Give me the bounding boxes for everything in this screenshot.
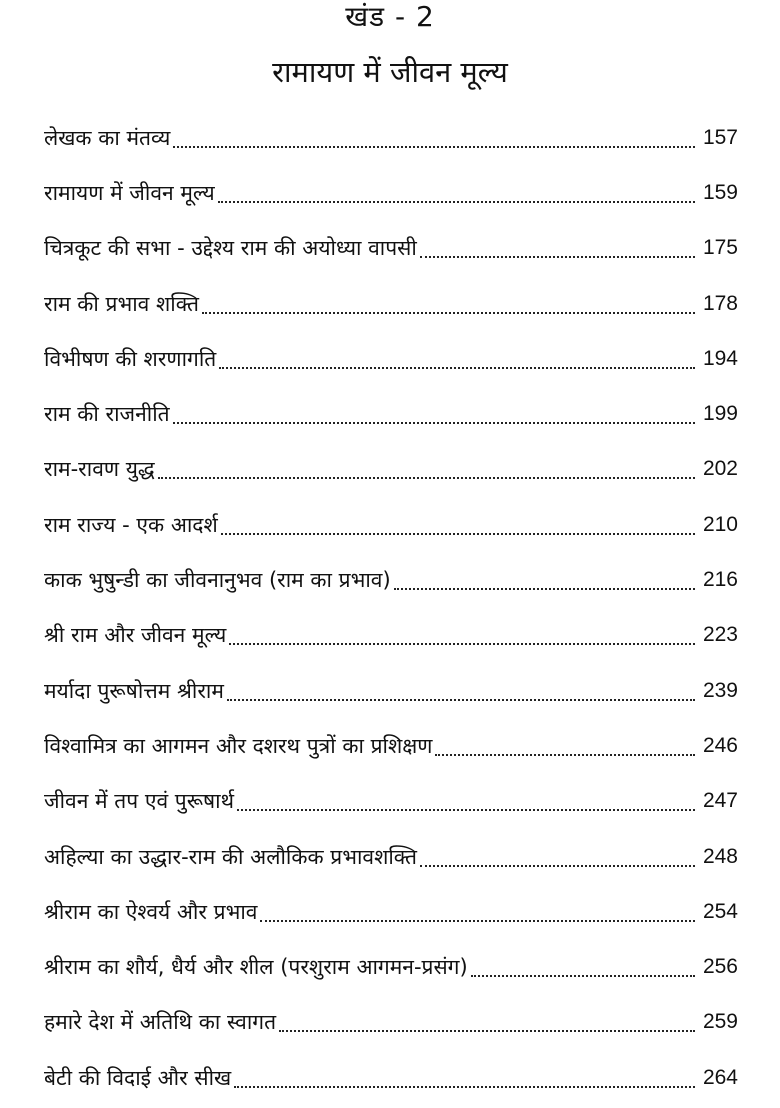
toc-page-number: 254	[702, 899, 738, 923]
toc-row[interactable]	[44, 165, 738, 220]
section-title: रामायण में जीवन मूल्य	[272, 55, 508, 89]
toc-entry-title: राम की प्रभाव शक्ति	[44, 291, 199, 316]
toc-entry-title: श्रीराम का ऐश्वर्य और प्रभाव	[44, 899, 258, 924]
dot-leader	[221, 533, 695, 535]
toc-page-number: 247	[702, 789, 738, 813]
toc-row[interactable]	[44, 442, 738, 497]
toc-entry-title: चित्रकूट की सभा - उद्देश्य राम की अयोध्या वापसी	[44, 236, 417, 261]
toc-entry-title: हमारे देश में अतिथि का स्वागत	[44, 1010, 277, 1035]
toc-entry-title: राम की राजनीति	[44, 402, 170, 427]
toc-page-number: 216	[702, 568, 738, 592]
dot-leader	[237, 809, 695, 811]
toc-entry-title: मर्यादा पुरूषोत्तम श्रीराम	[44, 678, 224, 703]
toc-page-number: 175	[702, 236, 738, 260]
toc-page-number: 159	[702, 180, 738, 204]
toc-entry-title: विभीषण की शरणागति	[44, 346, 217, 371]
toc-entry-title: राम राज्य - एक आदर्श	[44, 512, 218, 537]
dot-leader	[229, 643, 695, 645]
toc-page-number: 157	[702, 125, 738, 149]
toc-page-number: 246	[702, 733, 738, 757]
toc-row[interactable]	[44, 497, 738, 552]
toc-page-number: 256	[702, 955, 738, 979]
toc-entry-title: राम-रावण युद्ध	[44, 457, 155, 482]
toc-page-number: 194	[702, 346, 738, 370]
toc-entry-title: अहिल्या का उद्धार-राम की अलौकिक प्रभावशक्ति	[44, 844, 418, 869]
dot-leader	[420, 256, 695, 258]
toc-page-number: 199	[702, 402, 738, 426]
toc-page-number: 259	[702, 1010, 738, 1034]
dot-leader	[219, 367, 695, 369]
section-label: खंड - 2	[345, 0, 435, 33]
toc-row[interactable]	[44, 663, 738, 718]
dot-leader	[471, 975, 695, 977]
dot-leader	[260, 920, 695, 922]
toc-row[interactable]	[44, 939, 738, 994]
dot-leader	[420, 865, 695, 867]
toc-page-number: 210	[702, 512, 738, 536]
toc-entry-title: काक भुषुन्डी का जीवनानुभव (राम का प्रभाव)	[44, 568, 391, 593]
toc-row[interactable]	[44, 829, 738, 884]
dot-leader	[218, 201, 695, 203]
toc-page-number: 248	[702, 844, 738, 868]
toc-row[interactable]	[44, 995, 738, 1050]
table-of-contents	[44, 110, 738, 1105]
dot-leader	[158, 477, 695, 479]
toc-entry-title: श्रीराम का शौर्य, धैर्य और शील (परशुराम आगमन-प्रसंग)	[44, 955, 468, 980]
toc-page-number: 239	[702, 678, 738, 702]
toc-page-number: 223	[702, 623, 738, 647]
toc-entry-title: श्री राम और जीवन मूल्य	[44, 623, 227, 648]
toc-row[interactable]	[44, 718, 738, 773]
dot-leader	[234, 1086, 695, 1088]
toc-row[interactable]	[44, 276, 738, 331]
toc-row[interactable]	[44, 552, 738, 607]
toc-entry-title: विश्वामित्र का आगमन और दशरथ पुत्रों का प्रशिक्षण	[44, 733, 433, 758]
dot-leader	[173, 422, 695, 424]
toc-row[interactable]	[44, 110, 738, 165]
toc-row[interactable]	[44, 386, 738, 441]
toc-entry-title: लेखक का मंतव्य	[44, 125, 171, 150]
toc-page-number: 202	[702, 457, 738, 481]
toc-row[interactable]	[44, 331, 738, 386]
toc-row[interactable]	[44, 221, 738, 276]
toc-row[interactable]	[44, 1050, 738, 1105]
dot-leader	[173, 146, 695, 148]
dot-leader	[435, 754, 695, 756]
toc-row[interactable]	[44, 884, 738, 939]
dot-leader	[394, 588, 695, 590]
toc-row[interactable]	[44, 608, 738, 663]
toc-entry-title: जीवन में तप एवं पुरूषार्थ	[44, 789, 235, 814]
toc-entry-title: रामायण में जीवन मूल्य	[44, 180, 215, 205]
toc-page-number: 178	[702, 291, 738, 315]
toc-page-number: 264	[702, 1065, 738, 1089]
dot-leader	[279, 1030, 695, 1032]
dot-leader	[202, 312, 695, 314]
toc-entry-title: बेटी की विदाई और सीख	[44, 1065, 232, 1090]
dot-leader	[227, 699, 695, 701]
toc-row[interactable]	[44, 774, 738, 829]
